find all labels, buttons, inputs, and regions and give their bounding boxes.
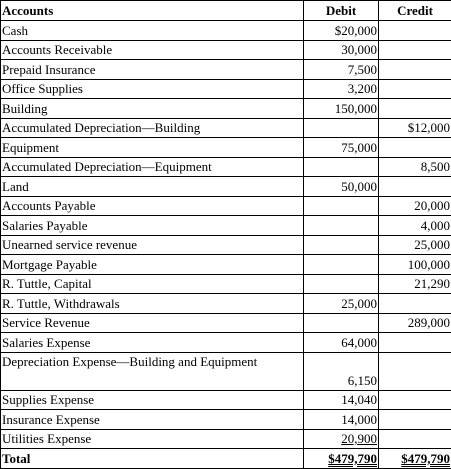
debit-cell xyxy=(304,274,379,294)
credit-cell xyxy=(379,99,451,119)
table-row xyxy=(1,196,451,216)
debit-cell: 14,000 xyxy=(304,410,379,430)
credit-cell xyxy=(379,294,451,314)
header-accounts: Accounts xyxy=(1,1,304,21)
credit-cell: $12,000 xyxy=(379,118,451,138)
table-row xyxy=(1,216,451,236)
account-cell: Unearned service revenue xyxy=(1,235,304,255)
table-row xyxy=(1,313,451,333)
debit-cell: 75,000 xyxy=(304,138,379,158)
account-cell: Cash xyxy=(1,21,304,41)
credit-cell xyxy=(379,40,451,60)
table-row xyxy=(1,40,451,60)
table-row xyxy=(1,410,451,430)
credit-cell xyxy=(379,390,451,410)
credit-cell: 289,000 xyxy=(379,313,451,333)
account-cell: Accounts Payable xyxy=(1,196,304,216)
debit-cell xyxy=(304,196,379,216)
credit-cell xyxy=(379,410,451,430)
credit-cell: 25,000 xyxy=(379,235,451,255)
debit-cell xyxy=(304,216,379,236)
credit-cell xyxy=(379,21,451,41)
table-row xyxy=(1,333,451,353)
account-cell: Utilities Expense xyxy=(1,429,304,449)
table-row xyxy=(1,118,451,138)
account-cell: Accumulated Depreciation—Building xyxy=(1,118,304,138)
table-row xyxy=(1,60,451,80)
table-row xyxy=(1,255,451,275)
account-cell: Office Supplies xyxy=(1,79,304,99)
credit-cell: 100,000 xyxy=(379,255,451,275)
debit-cell: 25,000 xyxy=(304,294,379,314)
header-credit: Credit xyxy=(379,1,451,21)
account-cell: R. Tuttle, Withdrawals xyxy=(1,294,304,314)
debit-cell: 14,040 xyxy=(304,390,379,410)
debit-cell xyxy=(304,235,379,255)
debit-cell: 50,000 xyxy=(304,177,379,197)
table-row xyxy=(1,294,451,314)
account-cell: Insurance Expense xyxy=(1,410,304,430)
debit-cell: 3,200 xyxy=(304,79,379,99)
credit-cell xyxy=(379,60,451,80)
credit-cell: 20,000 xyxy=(379,196,451,216)
credit-cell: 4,000 xyxy=(379,216,451,236)
debit-cell: 30,000 xyxy=(304,40,379,60)
table-row xyxy=(1,138,451,158)
table-row xyxy=(1,274,451,294)
table-row xyxy=(1,429,451,449)
account-cell: R. Tuttle, Capital xyxy=(1,274,304,294)
credit-cell: 8,500 xyxy=(379,157,451,177)
table-row xyxy=(1,390,451,410)
account-cell: Accounts Receivable xyxy=(1,40,304,60)
account-cell: Accumulated Depreciation—Equipment xyxy=(1,157,304,177)
total-label: Total xyxy=(1,449,304,469)
credit-cell: 21,290 xyxy=(379,274,451,294)
account-cell: Salaries Payable xyxy=(1,216,304,236)
table-row xyxy=(1,21,451,41)
table-row xyxy=(1,157,451,177)
table-row xyxy=(1,352,451,390)
credit-cell xyxy=(379,138,451,158)
debit-cell: 64,000 xyxy=(304,333,379,353)
credit-cell xyxy=(379,79,451,99)
account-cell: Mortgage Payable xyxy=(1,255,304,275)
credit-cell xyxy=(379,352,451,390)
debit-cell xyxy=(304,429,379,449)
total-row xyxy=(1,449,451,469)
account-cell: Depreciation Expense—Building and Equipment xyxy=(1,352,304,390)
total-debit-cell xyxy=(304,449,379,469)
header-debit: Debit xyxy=(304,1,379,21)
table-row xyxy=(1,177,451,197)
credit-cell xyxy=(379,429,451,449)
total-credit: $479,790 xyxy=(401,451,450,466)
table-row xyxy=(1,99,451,119)
debit-cell: 150,000 xyxy=(304,99,379,119)
debit-cell xyxy=(304,157,379,177)
debit-cell xyxy=(304,313,379,333)
account-cell: Prepaid Insurance xyxy=(1,60,304,80)
debit-cell: $20,000 xyxy=(304,21,379,41)
account-cell: Supplies Expense xyxy=(1,390,304,410)
credit-cell xyxy=(379,333,451,353)
header-row xyxy=(1,1,451,21)
account-cell: Service Revenue xyxy=(1,313,304,333)
underlined-amount: 20,900 xyxy=(341,431,377,446)
debit-cell xyxy=(304,255,379,275)
credit-cell xyxy=(379,177,451,197)
debit-cell: 6,150 xyxy=(304,352,379,390)
debit-cell: 7,500 xyxy=(304,60,379,80)
total-credit-cell xyxy=(379,449,451,469)
account-cell: Salaries Expense xyxy=(1,333,304,353)
table-row xyxy=(1,79,451,99)
account-cell: Equipment xyxy=(1,138,304,158)
debit-cell xyxy=(304,118,379,138)
account-cell: Building xyxy=(1,99,304,119)
total-debit: $479,790 xyxy=(328,451,377,466)
table-row xyxy=(1,235,451,255)
account-cell: Land xyxy=(1,177,304,197)
